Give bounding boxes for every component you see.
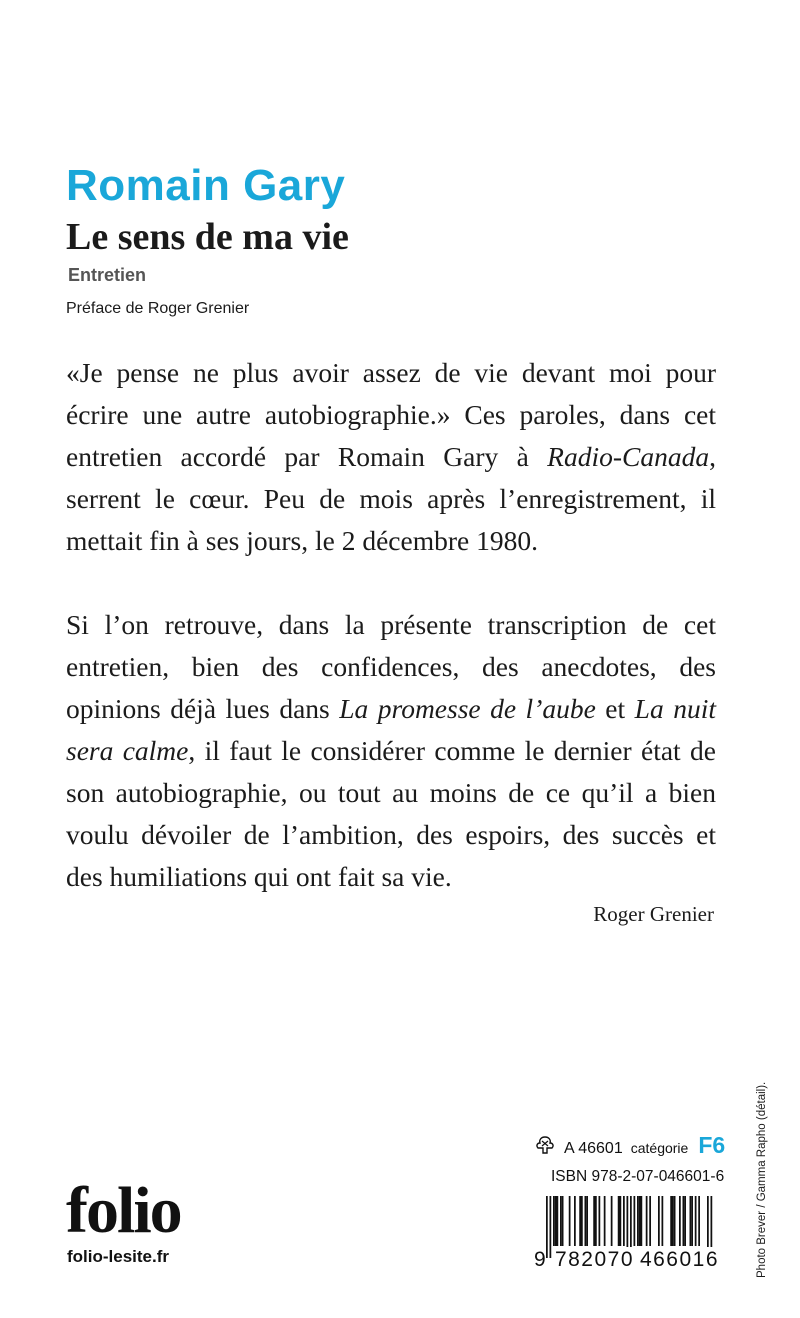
barcode-digit-first: 9 [534, 1248, 546, 1271]
barcode-bar [611, 1196, 613, 1246]
blurb-signature: Roger Grenier [593, 902, 714, 926]
barcode-bar [555, 1196, 557, 1246]
blurb-line: voulu dévoiler de l’ambition, des espoirs, des succès et [66, 819, 716, 850]
barcode-bar [672, 1196, 674, 1246]
barcode-bar [646, 1196, 648, 1246]
blurb-line: écrire une autre autobiographie.» Ces paroles, dans cet [66, 399, 716, 430]
blurb-line: Si l’on retrouve, dans la présente transcription de cet [66, 609, 716, 640]
isbn-number: ISBN 978-2-07-046601-6 [551, 1168, 725, 1185]
barcode-bar [585, 1196, 587, 1246]
barcode-bar [604, 1196, 606, 1246]
barcode-bar [674, 1196, 676, 1246]
blurb-line: serrent le cœur. Peu de mois après l’enregistrement, il [66, 483, 716, 514]
barcode-bar [595, 1196, 597, 1246]
book-title: Le sens de ma vie [66, 216, 349, 258]
barcode-bar [695, 1196, 697, 1246]
barcode-bar [658, 1196, 660, 1246]
preface-credit: Préface de Roger Grenier [66, 300, 250, 317]
barcode-bar [599, 1196, 601, 1246]
blurb-line: entretien, bien des confidences, des anecdotes, des [66, 651, 716, 682]
category-code: F6 [698, 1132, 726, 1158]
barcode-digits [534, 1247, 722, 1273]
barcode-bar [639, 1196, 641, 1246]
blurb-line: sera calme, il faut le considérer comme le dernier état de [66, 735, 716, 766]
publisher-logo: folio [66, 1174, 181, 1247]
leaf-emblem-icon [534, 1135, 556, 1160]
blurb-line: entretien accordé par Romain Gary à Radio-Canada, [66, 441, 716, 472]
barcode-bar [683, 1196, 685, 1246]
blurb-paragraph-2 [66, 604, 716, 898]
barcode-bar [698, 1196, 700, 1246]
barcode-bar [691, 1196, 693, 1246]
barcode-digits-left: 782070 [552, 1247, 637, 1273]
publisher-website: folio-lesite.fr [67, 1247, 170, 1266]
blurb-line: des humiliations qui ont fait sa vie. [66, 861, 452, 892]
barcode-bar [670, 1196, 672, 1246]
barcode-bar [618, 1196, 620, 1246]
barcode-bar [579, 1196, 581, 1246]
catalog-number: A 46601 [564, 1140, 623, 1157]
category-label: catégorie [630, 1140, 689, 1156]
photo-credit: Photo Brever / Gamma Rapho (détail). [756, 1081, 768, 1278]
barcode-bar [560, 1196, 562, 1246]
barcode-bar [690, 1196, 692, 1246]
barcode-bar [679, 1196, 681, 1246]
blurb-line: opinions déjà lues dans La promesse de l’aube et La nuit [66, 693, 716, 724]
barcode-bar [641, 1196, 643, 1246]
barcode-bar [634, 1196, 636, 1246]
blurb-line: «Je pense ne plus avoir assez de vie devant moi pour [66, 357, 716, 388]
barcode-bar [562, 1196, 564, 1246]
barcode-bar [574, 1196, 576, 1246]
barcode-bar [637, 1196, 639, 1246]
blurb-line: mettait fin à ses jours, le 2 décembre 1980. [66, 525, 538, 556]
barcode-bar [586, 1196, 588, 1246]
barcode-bar [553, 1196, 555, 1246]
barcode-bar [593, 1196, 595, 1246]
barcode-bar [620, 1196, 622, 1246]
author-name: Romain Gary [66, 161, 346, 210]
barcode-bar [649, 1196, 651, 1246]
genre-label: Entretien [68, 265, 147, 285]
barcode-bar [623, 1196, 625, 1246]
blurb-line: son autobiographie, ou tout au moins de ce qu’il a bien [66, 777, 716, 808]
barcode-bar [569, 1196, 571, 1246]
barcode-bar [662, 1196, 664, 1246]
blurb-paragraph-1 [66, 352, 716, 562]
barcode-bar [581, 1196, 583, 1246]
barcode-digits-right: 466016 [637, 1247, 722, 1273]
barcode-bar [557, 1196, 559, 1246]
barcode-bar [684, 1196, 686, 1246]
catalog-info [534, 1132, 725, 1162]
